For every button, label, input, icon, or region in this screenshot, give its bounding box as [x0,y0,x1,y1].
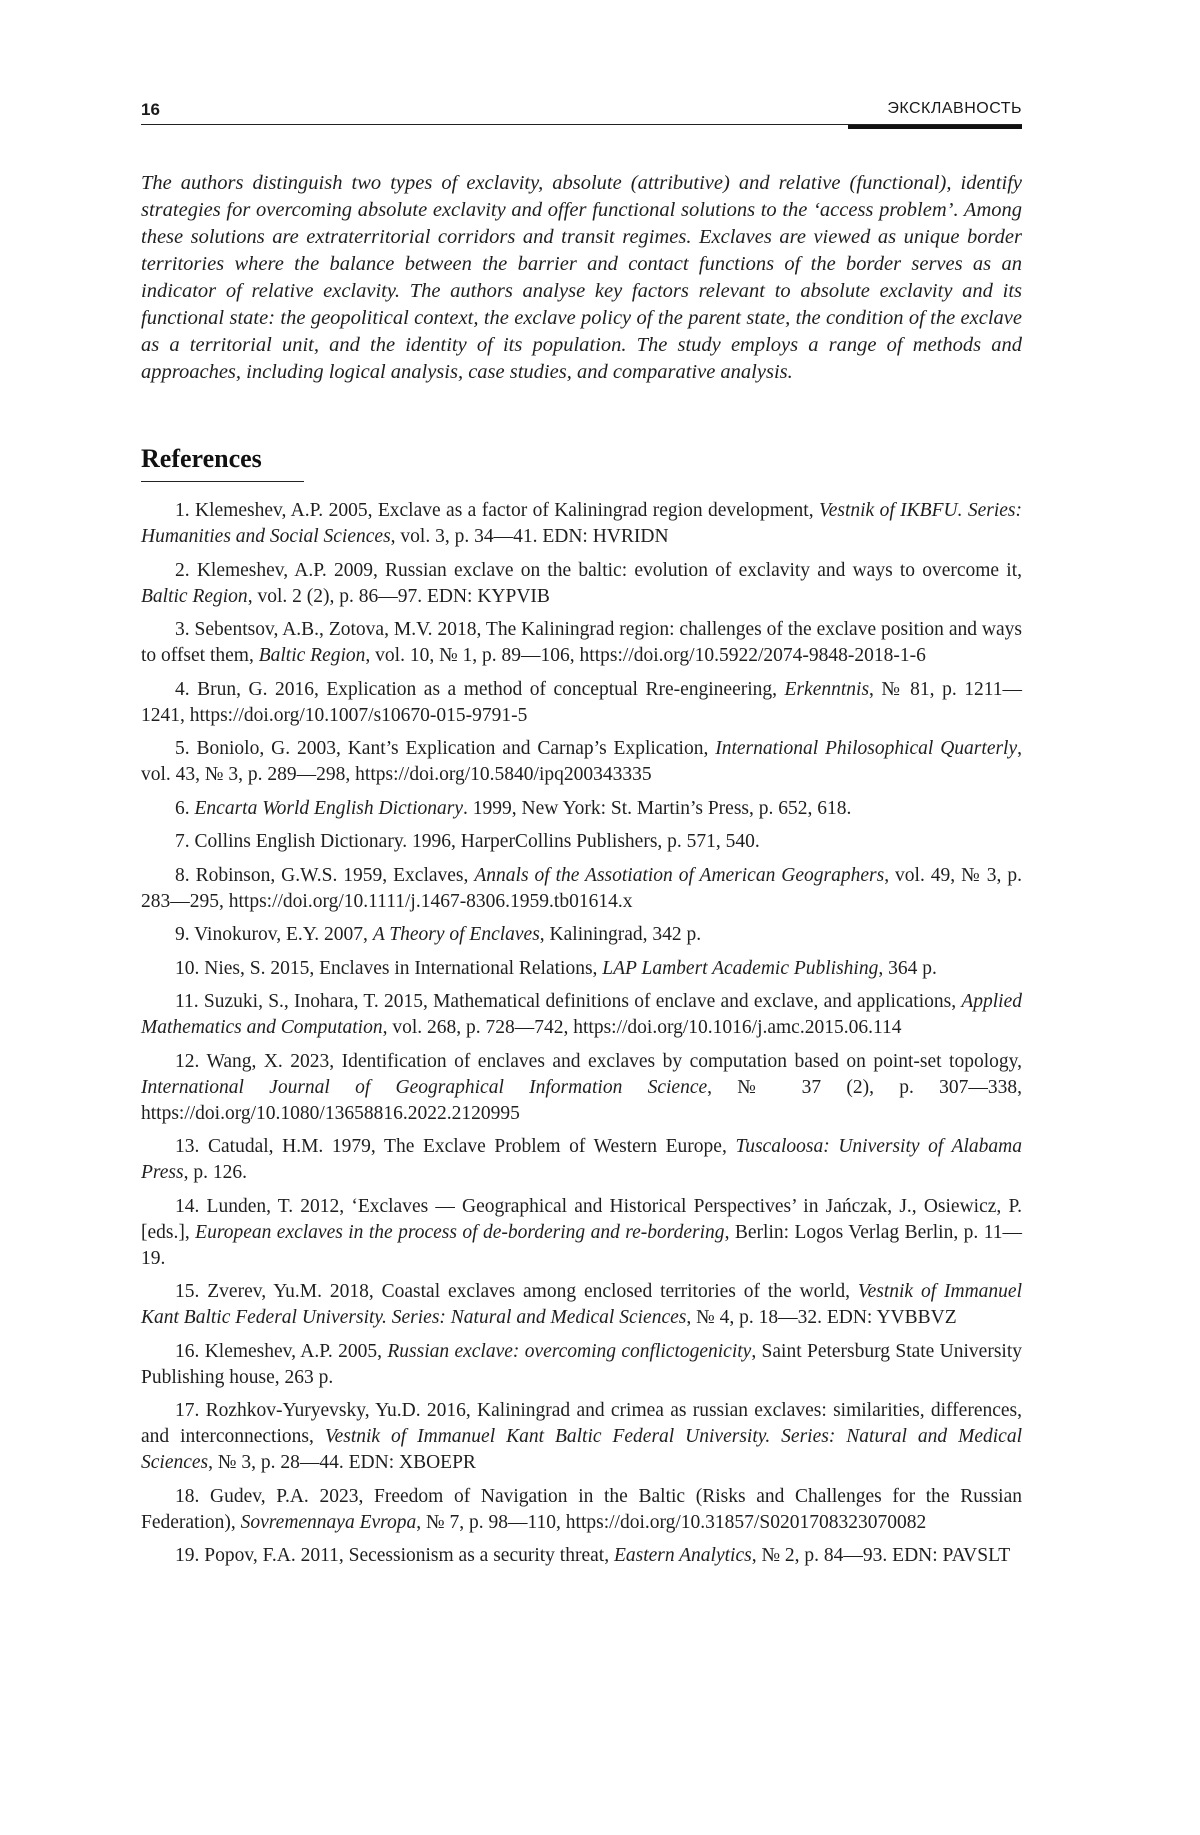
reference-item [141,1279,1022,1331]
reference-source-title: Russian exclave: overcoming conflictogenicity [387,1340,752,1362]
reference-source-title: International Journal of Geographical Information Science [141,1076,708,1098]
reference-source-title: Encarta World English Dictionary [194,797,463,819]
reference-details: , vol. 43, № 3, p. 289—298, https://doi.org/10.5840/ipq200343335 [141,738,1023,785]
reference-text: 18. Gudev, P.A. 2023, Freedom of Navigation in the Baltic (Risks and Challenges for the Russian Federation), [141,1485,1022,1533]
references-heading-underline [141,481,304,482]
reference-text: 2. Klemeshev, A.P. 2009, Russian exclave on the baltic: evolution of exclavity and ways to overcome it, [175,559,1022,581]
reference-item [141,1194,1022,1272]
reference-text: 10. Nies, S. 2015, Enclaves in International Relations, [175,957,603,979]
reference-item [141,617,1022,669]
running-title: ЭКСКЛАВНОСТЬ [887,100,1022,117]
reference-source-title: A Theory of Enclaves [372,924,540,945]
reference-details: , vol. 2 (2), p. 86—97. EDN: KYPVIB [247,585,550,607]
reference-source-title: Baltic Region [141,585,248,607]
reference-details: , vol. 3, p. 34—41. EDN: HVRIDN [390,526,669,547]
reference-text: 16. Klemeshev, A.P. 2005, [175,1340,388,1362]
reference-details: , № 4, p. 18—32. EDN: YVBBVZ [686,1307,957,1328]
reference-text: 14. Lunden, T. 2012, ‘Exclaves — Geographical and Historical Perspectives’ in Jańczak, J., Osiewicz, P. [eds.], [141,1195,1022,1243]
reference-source-title: Erkenntnis [784,678,870,700]
reference-source-title: Vestnik of Immanuel Kant Baltic Federal University. Series: Natural and Medical Sciences [141,1426,1022,1473]
reference-source-title: Annals of the Assotiation of American Geographers [474,864,885,886]
reference-details: , vol. 10, № 1, p. 89—106, https://doi.org/10.5922/2074-9848-2018-1-6 [365,645,926,666]
reference-details: , № 7, p. 98—110, https://doi.org/10.31857/S0201708323070082 [416,1511,927,1533]
reference-details: , vol. 49, № 3, p. 283—295, https://doi.org/10.1111/j.1467-8306.1959.tb01614.x [141,864,1022,912]
reference-item [141,1398,1022,1476]
page-number: 16 [141,100,160,119]
reference-details: , 364 p. [878,957,937,979]
reference-item [141,1484,1022,1536]
reference-item [141,558,1022,610]
reference-details: , p. 126. [183,1162,247,1183]
reference-item [141,1134,1022,1186]
reference-text: 5. Boniolo, G. 2003, Kant’s Explication and Carnap’s Explication, [175,738,716,759]
reference-details: , Saint Petersburg State University Publishing house, 263 p. [141,1340,1022,1388]
reference-item [141,736,1022,788]
reference-item [141,1339,1022,1391]
reference-source-title: European exclaves in the process of de-bordering and re-bordering [195,1221,725,1243]
reference-source-title: Vestnik of IKBFU. Series: Humanities and Social Sciences [141,500,1022,547]
reference-item [141,1049,1022,1127]
reference-item [141,829,1022,855]
reference-source-title: Eastern Analytics [613,1545,752,1566]
reference-source-title: Vestnik of Immanuel Kant Baltic Federal University. Series: Natural and Medical Sciences [141,1281,1022,1328]
reference-source-title: Applied Mathematics and Computation [141,991,1022,1038]
reference-item [141,863,1022,915]
reference-details: , № 37 (2), p. 307—338, https://doi.org/10.1080/13658816.2022.2120995 [141,1076,1023,1124]
reference-item [141,1543,1022,1569]
reference-text: 8. Robinson, G.W.S. 1959, Exclaves, [175,864,475,886]
reference-text: 19. Popov, F.A. 2011, Secessionism as a security threat, [175,1545,614,1566]
reference-text: 6. [175,797,195,819]
reference-details: , vol. 268, p. 728—742, https://doi.org/10.1016/j.amc.2015.06.114 [382,1017,902,1038]
reference-item [141,956,1022,982]
reference-text: 13. Catudal, H.M. 1979, The Exclave Problem of Western Europe, [175,1136,736,1157]
reference-details: , № 3, p. 28—44. EDN: XBOEPR [208,1452,476,1473]
abstract-paragraph: The authors distinguish two types of exclavity, absolute (attributive) and relative (functional), identify strategies for overcoming absolute exclavity and offer functional solutions to the ‘access problem’. Among these solutions are extraterritorial corridors and transit regimes. Exclaves are viewed as unique border territories where the balance between the barrier and contact functions of the border serves as an indicator of relative exclavity. The authors analyse key factors relevant to absolute exclavity and its functional state: the geopolitical context, the exclave policy of the parent state, the condition of the exclave as a territorial unit, and the identity of its population. The study employs a range of methods and approaches, including logical analysis, case studies, and comparative analysis. [141,172,1022,383]
reference-source-title: International Philosophical Quarterly [715,738,1018,759]
reference-text: 17. Rozhkov-Yuryevsky, Yu.D. 2016, Kaliningrad and crimea as russian exclaves: similarities, differences, and interconnections, [141,1400,1022,1447]
reference-text: 4. Brun, G. 2016, Explication as a method of conceptual Rre-engineering, [175,678,785,700]
reference-details: , № 2, p. 84—93. EDN: PAVSLT [751,1545,1011,1566]
reference-details: . 1999, New York: St. Martin’s Press, p. 652, 618. [462,797,852,819]
reference-text: 7. Collins English Dictionary. 1996, HarperCollins Publishers, p. 571, 540. [175,831,760,852]
reference-details: , Kaliningrad, 342 p. [539,924,702,945]
reference-item [141,989,1022,1041]
reference-source-title: Sovremennaya Evropa [240,1511,417,1533]
references-heading: References [141,444,262,473]
reference-text: 1. Klemeshev, A.P. 2005, Exclave as a factor of Kaliningrad region development, [175,500,819,521]
references-list [141,498,1022,1577]
reference-source-title: LAP Lambert Academic Publishing [602,957,879,979]
reference-text: 12. Wang, X. 2023, Identification of enclaves and exclaves by computation based on point-set topology, [175,1050,1022,1072]
reference-item [141,677,1022,729]
reference-source-title: Tuscaloosa: University of Alabama Press [141,1136,1023,1183]
reference-item [141,796,1022,822]
header-accent-rule [848,125,1022,129]
reference-source-title: Baltic Region [258,645,366,666]
reference-text: 11. Suzuki, S., Inohara, T. 2015, Mathematical definitions of enclave and exclave, and applications, [175,991,962,1012]
reference-details: , № 81, p. 1211—1241, https://doi.org/10.1007/s10670-015-9791-5 [141,678,1022,726]
reference-item [141,922,1022,948]
reference-text: 3. Sebentsov, A.B., Zotova, M.V. 2018, The Kaliningrad region: challenges of the exclave position and ways to offset them, [141,619,1022,666]
page-header [141,98,1022,134]
reference-text: 9. Vinokurov, E.Y. 2007, [175,924,373,945]
reference-item [141,498,1022,550]
reference-text: 15. Zverev, Yu.M. 2018, Coastal exclaves among enclosed territories of the world, [175,1281,858,1302]
reference-details: , Berlin: Logos Verlag Berlin, p. 11—19. [141,1221,1022,1269]
